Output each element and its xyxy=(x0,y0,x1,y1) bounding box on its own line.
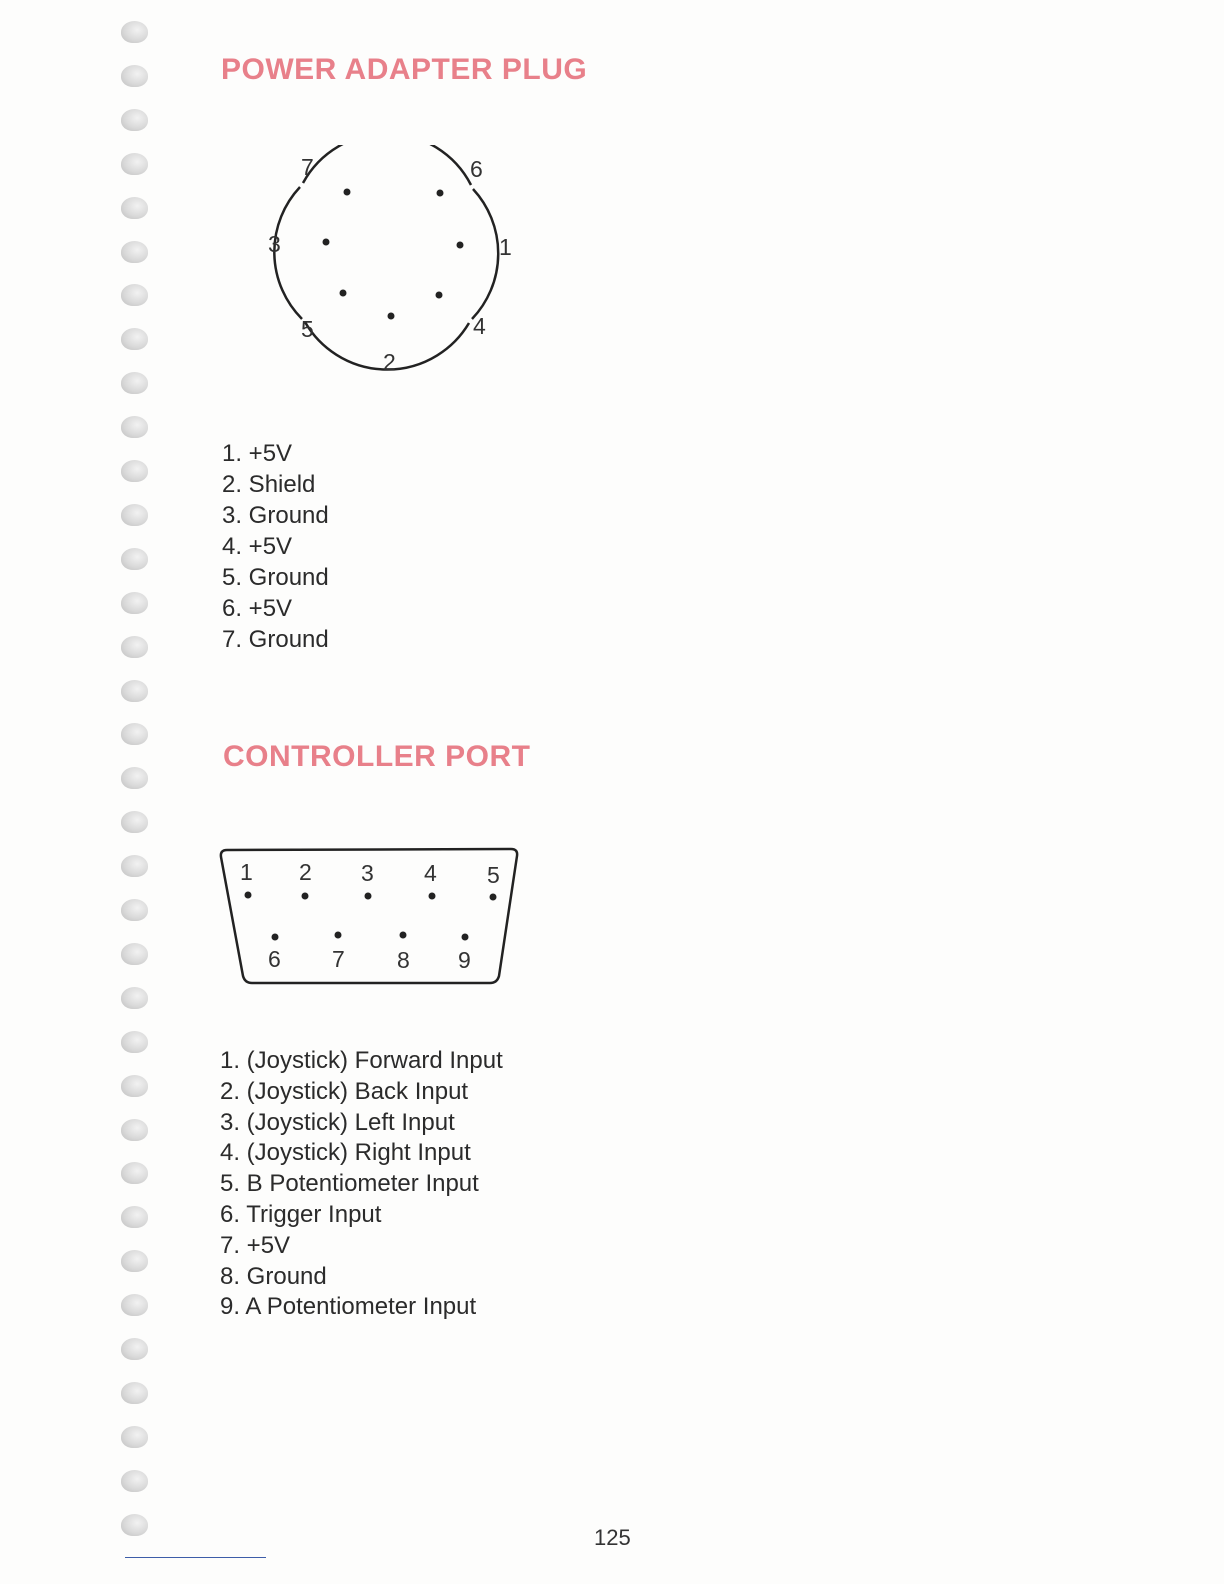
list-item: 3. Ground xyxy=(222,502,329,529)
power-adapter-diagram xyxy=(255,145,525,385)
pin-label: 2 xyxy=(383,349,396,375)
binding-hole xyxy=(121,65,148,87)
binding-hole xyxy=(121,372,148,394)
pin-dot xyxy=(457,242,464,249)
power-adapter-title: POWER ADAPTER PLUG xyxy=(221,53,588,86)
binding-hole xyxy=(121,723,148,745)
binding-hole xyxy=(121,1514,148,1536)
binding-hole xyxy=(121,328,148,350)
list-item: 7. +5V xyxy=(220,1231,291,1259)
pin-label: 1 xyxy=(240,859,253,885)
pin-dot xyxy=(245,892,252,899)
binding-hole xyxy=(121,1426,148,1448)
pin-label: 8 xyxy=(397,947,410,973)
pin-label: 7 xyxy=(332,946,345,972)
pin-dot xyxy=(344,189,351,196)
list-item: 5. B Potentiometer Input xyxy=(220,1170,479,1198)
pin-dot xyxy=(302,893,309,900)
binding-hole xyxy=(121,1031,148,1053)
binding-hole xyxy=(121,241,148,263)
pin-dot xyxy=(340,290,347,297)
binding-hole xyxy=(121,1382,148,1404)
power-adapter-pin-list xyxy=(222,438,329,655)
binding-hole xyxy=(121,109,148,131)
list-item: 1. +5V xyxy=(222,440,293,467)
pin-label: 5 xyxy=(301,316,314,342)
binding-hole xyxy=(121,811,148,833)
controller-port-diagram xyxy=(215,842,525,992)
binding-hole xyxy=(121,1250,148,1272)
page-number: 125 xyxy=(594,1525,631,1550)
pin-label: 3 xyxy=(268,231,281,257)
binding-hole xyxy=(121,987,148,1009)
pin-label: 1 xyxy=(499,234,512,260)
pin-dot xyxy=(365,893,372,900)
pin-dot xyxy=(437,190,444,197)
binding-hole xyxy=(121,1338,148,1360)
binding-hole xyxy=(121,1119,148,1141)
pin-dot xyxy=(436,292,443,299)
pin-dot xyxy=(388,313,395,320)
binding-hole xyxy=(121,636,148,658)
binding-hole xyxy=(121,1206,148,1228)
binding-hole xyxy=(121,1162,148,1184)
list-item: 3. (Joystick) Left Input xyxy=(220,1108,455,1136)
binding-hole xyxy=(121,899,148,921)
pin-label: 3 xyxy=(361,860,374,886)
binding-hole xyxy=(121,460,148,482)
binding-hole xyxy=(121,548,148,570)
binding-hole xyxy=(121,416,148,438)
list-item: 9. A Potentiometer Input xyxy=(220,1293,477,1321)
pin-label: 6 xyxy=(470,156,483,182)
list-item: 6. Trigger Input xyxy=(220,1200,382,1228)
binding-hole xyxy=(121,197,148,219)
list-item: 2. (Joystick) Back Input xyxy=(220,1077,469,1105)
list-item: 4. +5V xyxy=(222,533,293,560)
controller-port-pin-list xyxy=(220,1046,503,1323)
pin-dot xyxy=(490,894,497,901)
pin-dot xyxy=(400,932,407,939)
binding-hole xyxy=(121,1294,148,1316)
list-item: 5. Ground xyxy=(222,564,329,591)
list-item: 8. Ground xyxy=(220,1262,327,1290)
pin-dot xyxy=(335,932,342,939)
binding-hole xyxy=(121,284,148,306)
binding-hole xyxy=(121,592,148,614)
divider xyxy=(125,1557,266,1558)
binding-hole xyxy=(121,943,148,965)
binding-hole xyxy=(121,153,148,175)
list-item: 2. Shield xyxy=(222,471,316,498)
binding-hole xyxy=(121,1470,148,1492)
controller-port-title: CONTROLLER PORT xyxy=(223,740,531,773)
pin-label: 2 xyxy=(299,859,312,885)
binding-hole xyxy=(121,21,148,43)
list-item: 4. (Joystick) Right Input xyxy=(220,1139,471,1167)
pin-label: 7 xyxy=(301,154,314,180)
pin-label: 4 xyxy=(473,313,486,339)
pin-dot xyxy=(462,934,469,941)
binding-hole xyxy=(121,767,148,789)
list-item: 7. Ground xyxy=(222,626,329,653)
pin-label: 6 xyxy=(268,946,281,972)
pin-dot xyxy=(323,239,330,246)
binding-hole xyxy=(121,1075,148,1097)
list-item: 6. +5V xyxy=(222,595,293,622)
binding-hole xyxy=(121,504,148,526)
list-item: 1. (Joystick) Forward Input xyxy=(220,1047,503,1074)
pin-label: 5 xyxy=(487,862,500,888)
pin-label: 4 xyxy=(424,860,437,886)
binding-hole xyxy=(121,680,148,702)
pin-label: 9 xyxy=(458,947,471,973)
pin-dot xyxy=(429,893,436,900)
pin-dot xyxy=(272,934,279,941)
binding-hole xyxy=(121,855,148,877)
